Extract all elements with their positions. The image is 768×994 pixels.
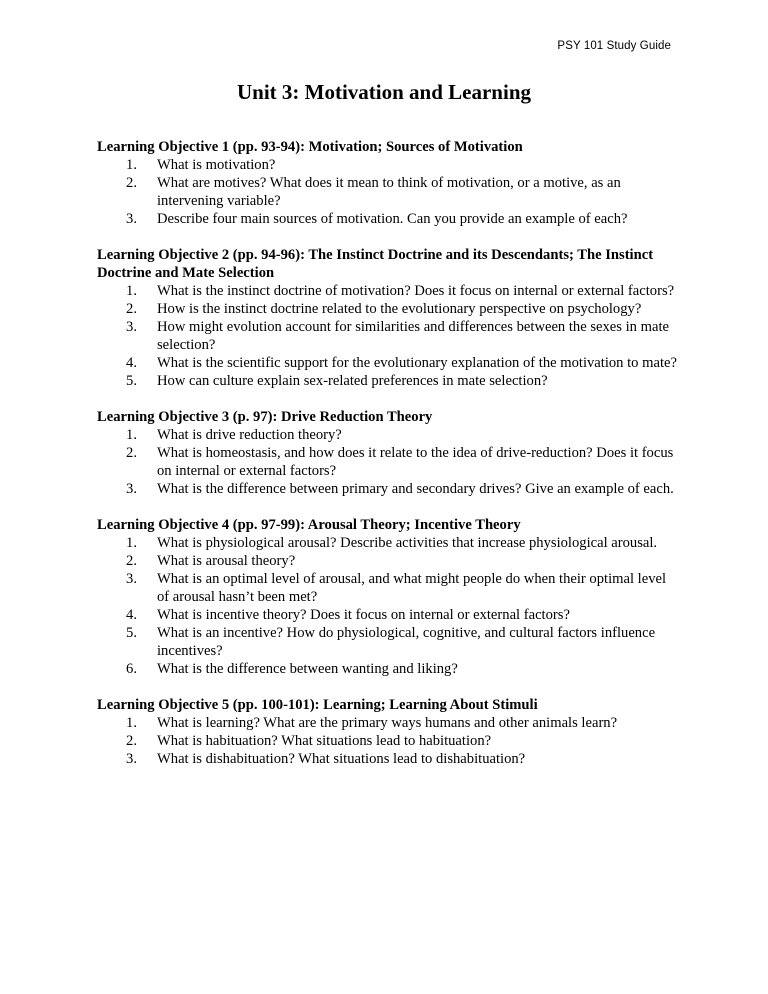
question-number: 3.	[126, 481, 137, 497]
question-text: What is the difference between wanting and liking?	[157, 661, 458, 677]
question-number: 2.	[126, 733, 137, 749]
learning-objective-3	[97, 408, 677, 498]
question-text: How is the instinct doctrine related to the evolutionary perspective on psychology?	[157, 301, 642, 317]
question-item	[97, 156, 677, 174]
question-number: 4.	[126, 355, 137, 371]
objective-heading: Learning Objective 2 (pp. 94-96): The Instinct Doctrine and its Descendants; The Instinct Doctrine and Mate Selection	[97, 247, 654, 281]
question-text: What is arousal theory?	[157, 553, 296, 569]
question-item	[97, 174, 677, 210]
question-item	[97, 570, 677, 606]
question-text: What is habituation? What situations lead to habituation?	[157, 733, 492, 749]
question-text: How might evolution account for similarities and differences between the sexes in mate selection?	[157, 319, 669, 353]
question-item	[97, 480, 677, 498]
question-text: What is an incentive? How do physiological, cognitive, and cultural factors influence incentives?	[157, 625, 656, 659]
objective-heading: Learning Objective 1 (pp. 93-94): Motivation; Sources of Motivation	[97, 139, 523, 155]
question-list	[97, 156, 677, 228]
question-number: 6.	[126, 661, 137, 677]
learning-objective-5	[97, 696, 677, 768]
question-number: 2.	[126, 445, 137, 461]
question-text: What is homeostasis, and how does it relate to the idea of drive-reduction? Does it focus on internal or external factors?	[157, 445, 674, 479]
objective-heading: Learning Objective 3 (p. 97): Drive Reduction Theory	[97, 409, 433, 425]
question-item	[97, 750, 677, 768]
objectives-list	[97, 138, 677, 786]
question-number: 3.	[126, 571, 137, 587]
question-text: What is motivation?	[157, 157, 276, 173]
question-text: What is the difference between primary and secondary drives? Give an example of each.	[157, 481, 674, 497]
question-item	[97, 444, 677, 480]
question-number: 1.	[126, 535, 137, 551]
question-item	[97, 714, 677, 732]
question-number: 4.	[126, 607, 137, 623]
question-list	[97, 534, 677, 678]
learning-objective-4	[97, 516, 677, 678]
question-item	[97, 300, 677, 318]
learning-objective-1	[97, 138, 677, 228]
question-item	[97, 732, 677, 750]
question-item	[97, 606, 677, 624]
question-text: What is an optimal level of arousal, and what might people do when their optimal level of arousal hasn’t been met?	[157, 571, 667, 605]
question-text: What is learning? What are the primary ways humans and other animals learn?	[157, 715, 618, 731]
question-text: What is incentive theory? Does it focus on internal or external factors?	[157, 607, 570, 623]
question-number: 1.	[126, 715, 137, 731]
question-item	[97, 282, 677, 300]
running-header: PSY 101 Study Guide	[557, 40, 671, 52]
question-number: 5.	[126, 625, 137, 641]
question-item	[97, 210, 677, 228]
question-number: 3.	[126, 751, 137, 767]
objective-heading: Learning Objective 5 (pp. 100-101): Learning; Learning About Stimuli	[97, 697, 538, 713]
question-number: 5.	[126, 373, 137, 389]
learning-objective-2	[97, 246, 677, 390]
question-text: What is dishabituation? What situations lead to dishabituation?	[157, 751, 526, 767]
question-number: 2.	[126, 301, 137, 317]
question-number: 1.	[126, 157, 137, 173]
question-number: 1.	[126, 283, 137, 299]
question-text: How can culture explain sex-related preferences in mate selection?	[157, 373, 548, 389]
question-number: 3.	[126, 319, 137, 335]
question-item	[97, 372, 677, 390]
question-item	[97, 426, 677, 444]
question-number: 3.	[126, 211, 137, 227]
question-list	[97, 282, 677, 390]
question-list	[97, 714, 677, 768]
objective-heading: Learning Objective 4 (pp. 97-99): Arousal Theory; Incentive Theory	[97, 517, 521, 533]
question-item	[97, 552, 677, 570]
question-item	[97, 534, 677, 552]
question-item	[97, 624, 677, 660]
question-text: What are motives? What does it mean to think of motivation, or a motive, as an intervening variable?	[157, 175, 621, 209]
page-title: Unit 3: Motivation and Learning	[236, 80, 532, 104]
question-list	[97, 426, 677, 498]
question-item	[97, 318, 677, 354]
question-number: 2.	[126, 175, 137, 191]
question-text: Describe four main sources of motivation. Can you provide an example of each?	[157, 211, 628, 227]
question-item	[97, 354, 677, 372]
question-text: What is the instinct doctrine of motivation? Does it focus on internal or external factors?	[157, 283, 675, 299]
question-number: 2.	[126, 553, 137, 569]
question-text: What is drive reduction theory?	[157, 427, 342, 443]
question-number: 1.	[126, 427, 137, 443]
question-text: What is physiological arousal? Describe activities that increase physiological arousal.	[157, 535, 658, 551]
question-item	[97, 660, 677, 678]
question-text: What is the scientific support for the evolutionary explanation of the motivation to mate?	[157, 355, 677, 371]
